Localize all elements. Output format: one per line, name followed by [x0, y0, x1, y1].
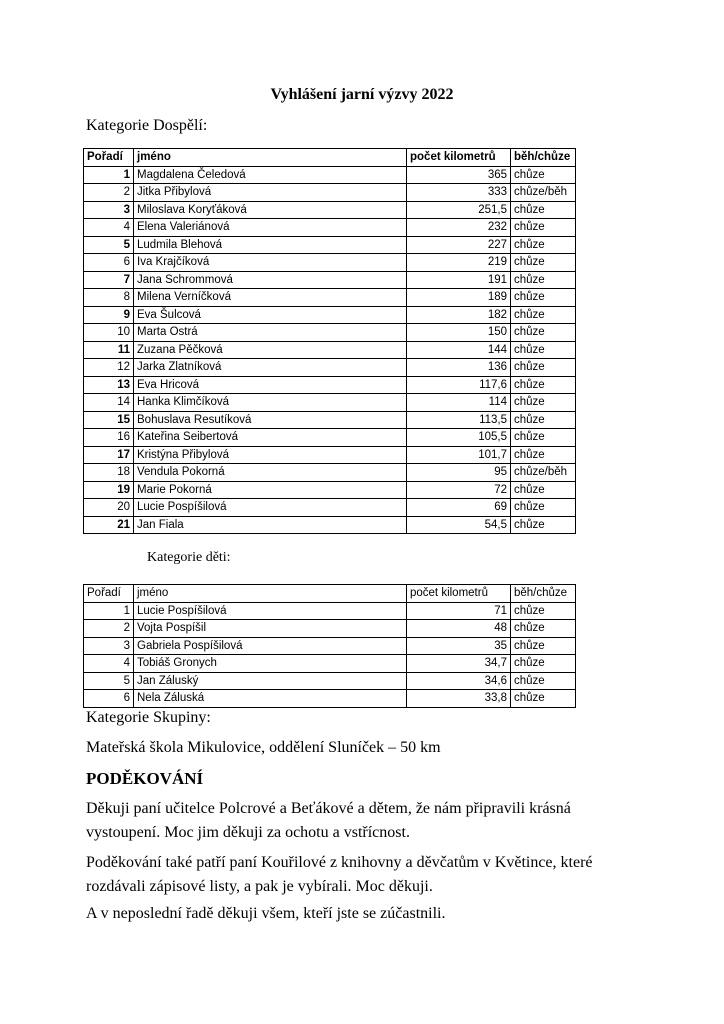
type-cell: chůze — [511, 359, 576, 377]
rank-cell: 9 — [84, 306, 134, 324]
rank-cell: 4 — [84, 219, 134, 237]
km-cell: 191 — [407, 271, 511, 289]
name-cell: Jarka Zlatníková — [134, 359, 407, 377]
name-cell: Marie Pokorná — [134, 481, 407, 499]
rank-cell: 3 — [84, 637, 134, 655]
km-cell: 54,5 — [407, 516, 511, 534]
km-cell: 71 — [407, 602, 511, 620]
type-cell: chůze — [511, 219, 576, 237]
name-cell: Lucie Pospíšilová — [134, 499, 407, 517]
table-row — [84, 394, 576, 412]
rank-cell: 11 — [84, 341, 134, 359]
type-cell: chůze/běh — [511, 184, 576, 202]
header-type: běh/chůze — [511, 585, 576, 603]
type-cell: chůze — [511, 620, 576, 638]
type-cell: chůze — [511, 306, 576, 324]
table-header-row — [84, 585, 576, 603]
km-cell: 114 — [407, 394, 511, 412]
type-cell: chůze — [511, 446, 576, 464]
name-cell: Lucie Pospíšilová — [134, 602, 407, 620]
children-category-label: Kategorie děti: — [147, 550, 231, 565]
rank-cell: 20 — [84, 499, 134, 517]
table-row — [84, 166, 576, 184]
name-cell: Gabriela Pospíšilová — [134, 637, 407, 655]
km-cell: 232 — [407, 219, 511, 237]
name-cell: Ludmila Blehová — [134, 236, 407, 254]
km-cell: 251,5 — [407, 201, 511, 219]
table-row — [84, 254, 576, 272]
table-row — [84, 672, 576, 690]
type-cell: chůze — [511, 690, 576, 708]
type-cell: chůze — [511, 341, 576, 359]
km-cell: 117,6 — [407, 376, 511, 394]
header-rank: Pořadí — [84, 585, 134, 603]
type-cell: chůze — [511, 481, 576, 499]
rank-cell: 5 — [84, 672, 134, 690]
adults-results-table — [83, 148, 576, 534]
rank-cell: 16 — [84, 429, 134, 447]
type-cell: chůze — [511, 254, 576, 272]
name-cell: Nela Záluská — [134, 690, 407, 708]
name-cell: Marta Ostrá — [134, 324, 407, 342]
table-row — [84, 359, 576, 377]
rank-cell: 8 — [84, 289, 134, 307]
name-cell: Tobiáš Gronych — [134, 655, 407, 673]
header-rank: Pořadí — [84, 149, 134, 167]
name-cell: Bohuslava Resutíková — [134, 411, 407, 429]
groups-entry: Mateřská škola Mikulovice, oddělení Sluníček – 50 km — [86, 739, 441, 756]
name-cell: Miloslava Koryťáková — [134, 201, 407, 219]
km-cell: 101,7 — [407, 446, 511, 464]
km-cell: 34,7 — [407, 655, 511, 673]
table-row — [84, 289, 576, 307]
header-name: jméno — [134, 585, 407, 603]
adults-category-label: Kategorie Dospělí: — [86, 117, 208, 134]
header-type: běh/chůze — [511, 149, 576, 167]
name-cell: Hanka Klimčíková — [134, 394, 407, 412]
thanks-paragraph-2: Poděkování také patří paní Kouřilové z knihovny a děvčatům v Květince, které rozdávali zápisové listy, a pak je vybírali. Moc děkuji. — [86, 854, 593, 895]
type-cell: chůze — [511, 602, 576, 620]
rank-cell: 4 — [84, 655, 134, 673]
name-cell: Jana Schrommová — [134, 271, 407, 289]
type-cell: chůze — [511, 516, 576, 534]
rank-cell: 2 — [84, 184, 134, 202]
rank-cell: 6 — [84, 690, 134, 708]
header-km: počet kilometrů — [407, 149, 511, 167]
rank-cell: 17 — [84, 446, 134, 464]
km-cell: 72 — [407, 481, 511, 499]
type-cell: chůze — [511, 637, 576, 655]
type-cell: chůze — [511, 324, 576, 342]
km-cell: 95 — [407, 464, 511, 482]
table-row — [84, 271, 576, 289]
km-cell: 189 — [407, 289, 511, 307]
km-cell: 105,5 — [407, 429, 511, 447]
thanks-heading: PODĚKOVÁNÍ — [86, 769, 204, 788]
type-cell: chůze — [511, 394, 576, 412]
name-cell: Kristýna Přibylová — [134, 446, 407, 464]
rank-cell: 3 — [84, 201, 134, 219]
name-cell: Eva Hricová — [134, 376, 407, 394]
table-row — [84, 236, 576, 254]
type-cell: chůze — [511, 672, 576, 690]
table-row — [84, 411, 576, 429]
name-cell: Milena Verníčková — [134, 289, 407, 307]
header-name: jméno — [134, 149, 407, 167]
name-cell: Jitka Přibylová — [134, 184, 407, 202]
table-row — [84, 184, 576, 202]
table-row — [84, 429, 576, 447]
name-cell: Vendula Pokorná — [134, 464, 407, 482]
thanks-paragraph-1: Děkuji paní učitelce Polcrové a Beťákové a dětem, že nám připravili krásná vystoupení. Moc jim děkuji za ochotu a vstřícnost. — [86, 800, 571, 841]
document-title: Vyhlášení jarní výzvy 2022 — [270, 86, 454, 103]
km-cell: 33,8 — [407, 690, 511, 708]
table-row — [84, 446, 576, 464]
km-cell: 144 — [407, 341, 511, 359]
table-header-row — [84, 149, 576, 167]
type-cell: chůze — [511, 376, 576, 394]
km-cell: 182 — [407, 306, 511, 324]
table-row — [84, 516, 576, 534]
table-row — [84, 620, 576, 638]
table-row — [84, 655, 576, 673]
table-row — [84, 324, 576, 342]
type-cell: chůze — [511, 236, 576, 254]
table-row — [84, 464, 576, 482]
rank-cell: 1 — [84, 166, 134, 184]
name-cell: Jan Fiala — [134, 516, 407, 534]
km-cell: 35 — [407, 637, 511, 655]
name-cell: Zuzana Pěčková — [134, 341, 407, 359]
km-cell: 48 — [407, 620, 511, 638]
table-row — [84, 690, 576, 708]
table-row — [84, 219, 576, 237]
name-cell: Magdalena Čeledová — [134, 166, 407, 184]
rank-cell: 5 — [84, 236, 134, 254]
rank-cell: 18 — [84, 464, 134, 482]
name-cell: Iva Krajčíková — [134, 254, 407, 272]
km-cell: 69 — [407, 499, 511, 517]
km-cell: 227 — [407, 236, 511, 254]
type-cell: chůze — [511, 271, 576, 289]
type-cell: chůze — [511, 429, 576, 447]
rank-cell: 1 — [84, 602, 134, 620]
type-cell: chůze/běh — [511, 464, 576, 482]
rank-cell: 7 — [84, 271, 134, 289]
name-cell: Eva Šulcová — [134, 306, 407, 324]
type-cell: chůze — [511, 411, 576, 429]
table-row — [84, 481, 576, 499]
rank-cell: 13 — [84, 376, 134, 394]
rank-cell: 12 — [84, 359, 134, 377]
table-row — [84, 306, 576, 324]
km-cell: 365 — [407, 166, 511, 184]
km-cell: 219 — [407, 254, 511, 272]
km-cell: 34,6 — [407, 672, 511, 690]
name-cell: Kateřina Seibertová — [134, 429, 407, 447]
km-cell: 136 — [407, 359, 511, 377]
type-cell: chůze — [511, 201, 576, 219]
table-row — [84, 376, 576, 394]
type-cell: chůze — [511, 655, 576, 673]
rank-cell: 6 — [84, 254, 134, 272]
table-row — [84, 602, 576, 620]
name-cell: Jan Záluský — [134, 672, 407, 690]
rank-cell: 10 — [84, 324, 134, 342]
type-cell: chůze — [511, 499, 576, 517]
rank-cell: 2 — [84, 620, 134, 638]
rank-cell: 14 — [84, 394, 134, 412]
type-cell: chůze — [511, 289, 576, 307]
table-row — [84, 201, 576, 219]
rank-cell: 19 — [84, 481, 134, 499]
thanks-paragraph-3: A v neposlední řadě děkuji všem, kteří jste se zúčastnili. — [86, 905, 446, 922]
rank-cell: 21 — [84, 516, 134, 534]
children-results-table — [83, 584, 576, 708]
table-row — [84, 637, 576, 655]
km-cell: 150 — [407, 324, 511, 342]
name-cell: Elena Valeriánová — [134, 219, 407, 237]
header-km: počet kilometrů — [407, 585, 511, 603]
km-cell: 333 — [407, 184, 511, 202]
groups-category-label: Kategorie Skupiny: — [86, 709, 211, 726]
table-row — [84, 341, 576, 359]
rank-cell: 15 — [84, 411, 134, 429]
name-cell: Vojta Pospíšil — [134, 620, 407, 638]
type-cell: chůze — [511, 166, 576, 184]
table-row — [84, 499, 576, 517]
km-cell: 113,5 — [407, 411, 511, 429]
